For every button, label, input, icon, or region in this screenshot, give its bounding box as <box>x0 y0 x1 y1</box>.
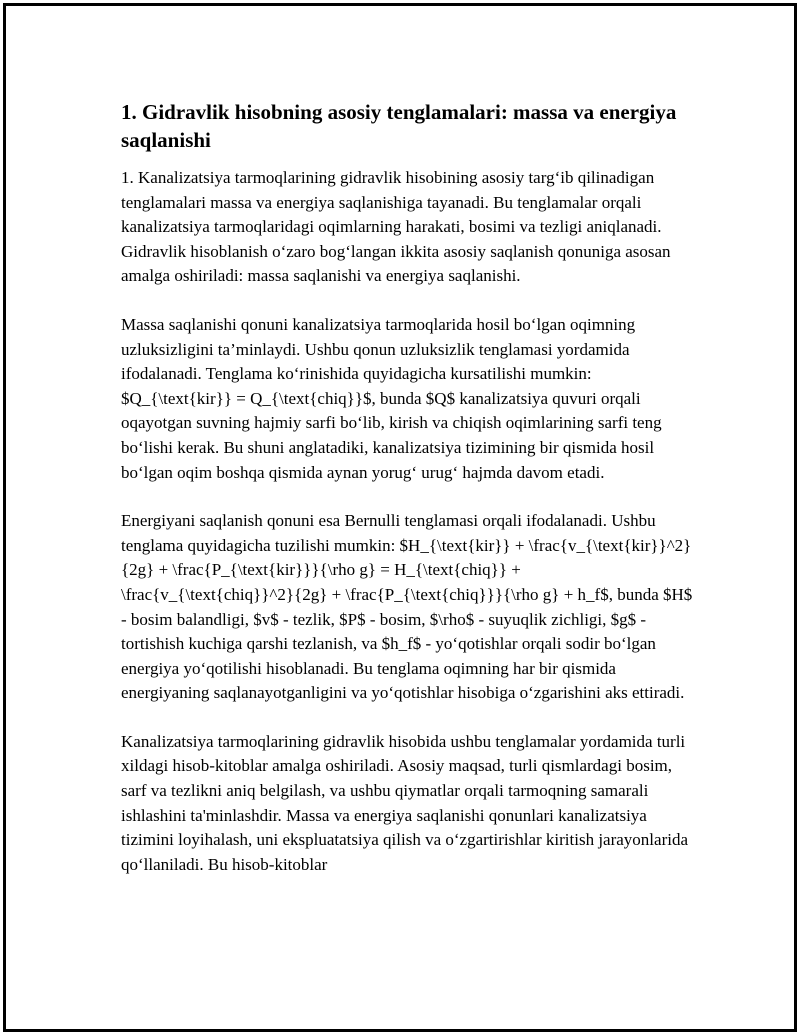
paragraph-intro: 1. Kanalizatsiya tarmoqlarining gidravlik hisobining asosiy targ‘ib qilinadigan tenglamalari massa va energiya saqlanishiga tayanadi. Bu tenglamalar orqali kanalizatsiya tarmoqlaridagi oqimlarning harakati, bosimi va tezligi aniqlanadi. Gidravlik hisoblanish o‘zaro bog‘langan ikkita asosiy saqlanish qonuniga asosan amalga oshiriladi: massa saqlanishi va energiya saqlanishi. <box>121 168 671 286</box>
paragraph-applications: Kanalizatsiya tarmoqlarining gidravlik hisobida ushbu tenglamalar yordamida turli xildagi hisob-kitoblar amalga oshiriladi. Asosiy maqsad, turli qismlardagi bosim, sarf va tezlikni aniq belgilash, va ushbu qiymatlar orqali tarmoqning samarali ishlashini ta'minlashdir. Massa va energiya saqlanishi qonunlari kanalizatsiya tizimini loyihalash, uni ekspluatatsiya qilish va o‘zgartirishlar kiritish jarayonlarida qo‘llaniladi. Bu hisob-kitoblar <box>121 731 689 874</box>
paragraph-mass-conservation: Massa saqlanishi qonuni kanalizatsiya tarmoqlarida hosil bo‘lgan oqimning uzluksizligini ta’minlaydi. Ushbu qonun uzluksizlik tenglamasi yordamida ifodalanadi. Tenglama ko‘rinishida quyidagicha kursatilishi mumkin: $Q_{\text{kir}} = Q_{\text{chiq}}$, bunda $Q$ kanalizatsiya quvuri orqali oqayotgan suvning hajmiy sarfi bo‘lib, kirish va chiqish oqimlarining sarfi teng bo‘lishi kerak. Bu shuni anglatadiki, kanalizatsiya tizimining bir qismida hosil bo‘lgan oqim boshqa qismida aynan yorug‘ urug‘ hajmda davom etadi. <box>121 314 662 482</box>
page-frame <box>3 3 797 1032</box>
section-heading: 1. Gidravlik hisobning asosiy tenglamalari: massa va energiya saqlanishi <box>121 100 677 152</box>
document-body <box>121 98 696 901</box>
paragraph-energy-conservation: Energiyani saqlanish qonuni esa Bernulli tenglamasi orqali ifodalanadi. Ushbu tenglama quyidagicha tuzilishi mumkin: $H_{\text{kir}} + \frac{v_{\text{kir}}^2}{2g} + \frac{P_{\text{kir}}}{\rho g} = H_{\text{chiq}} + \frac{v_{\text{chiq}}^2}{2g} + \frac{P_{\text{chiq}}}{\rho g} + h_f$, bunda $H$ - bosim balandligi, $v$ - tezlik, $P$ - bosim, $\rho$ - suyuqlik zichligi, $g$ - tortishish kuchiga qarshi tezlanish, va $h_f$ - yo‘qotishlar orqali sodir bo‘lgan energiya yo‘qotilishi hisoblanadi. Bu tenglama oqimning har bir qismida energiyaning saqlanayotganligini va yo‘qotishlar hisobiga o‘zgarishini aks ettiradi. <box>121 511 693 703</box>
